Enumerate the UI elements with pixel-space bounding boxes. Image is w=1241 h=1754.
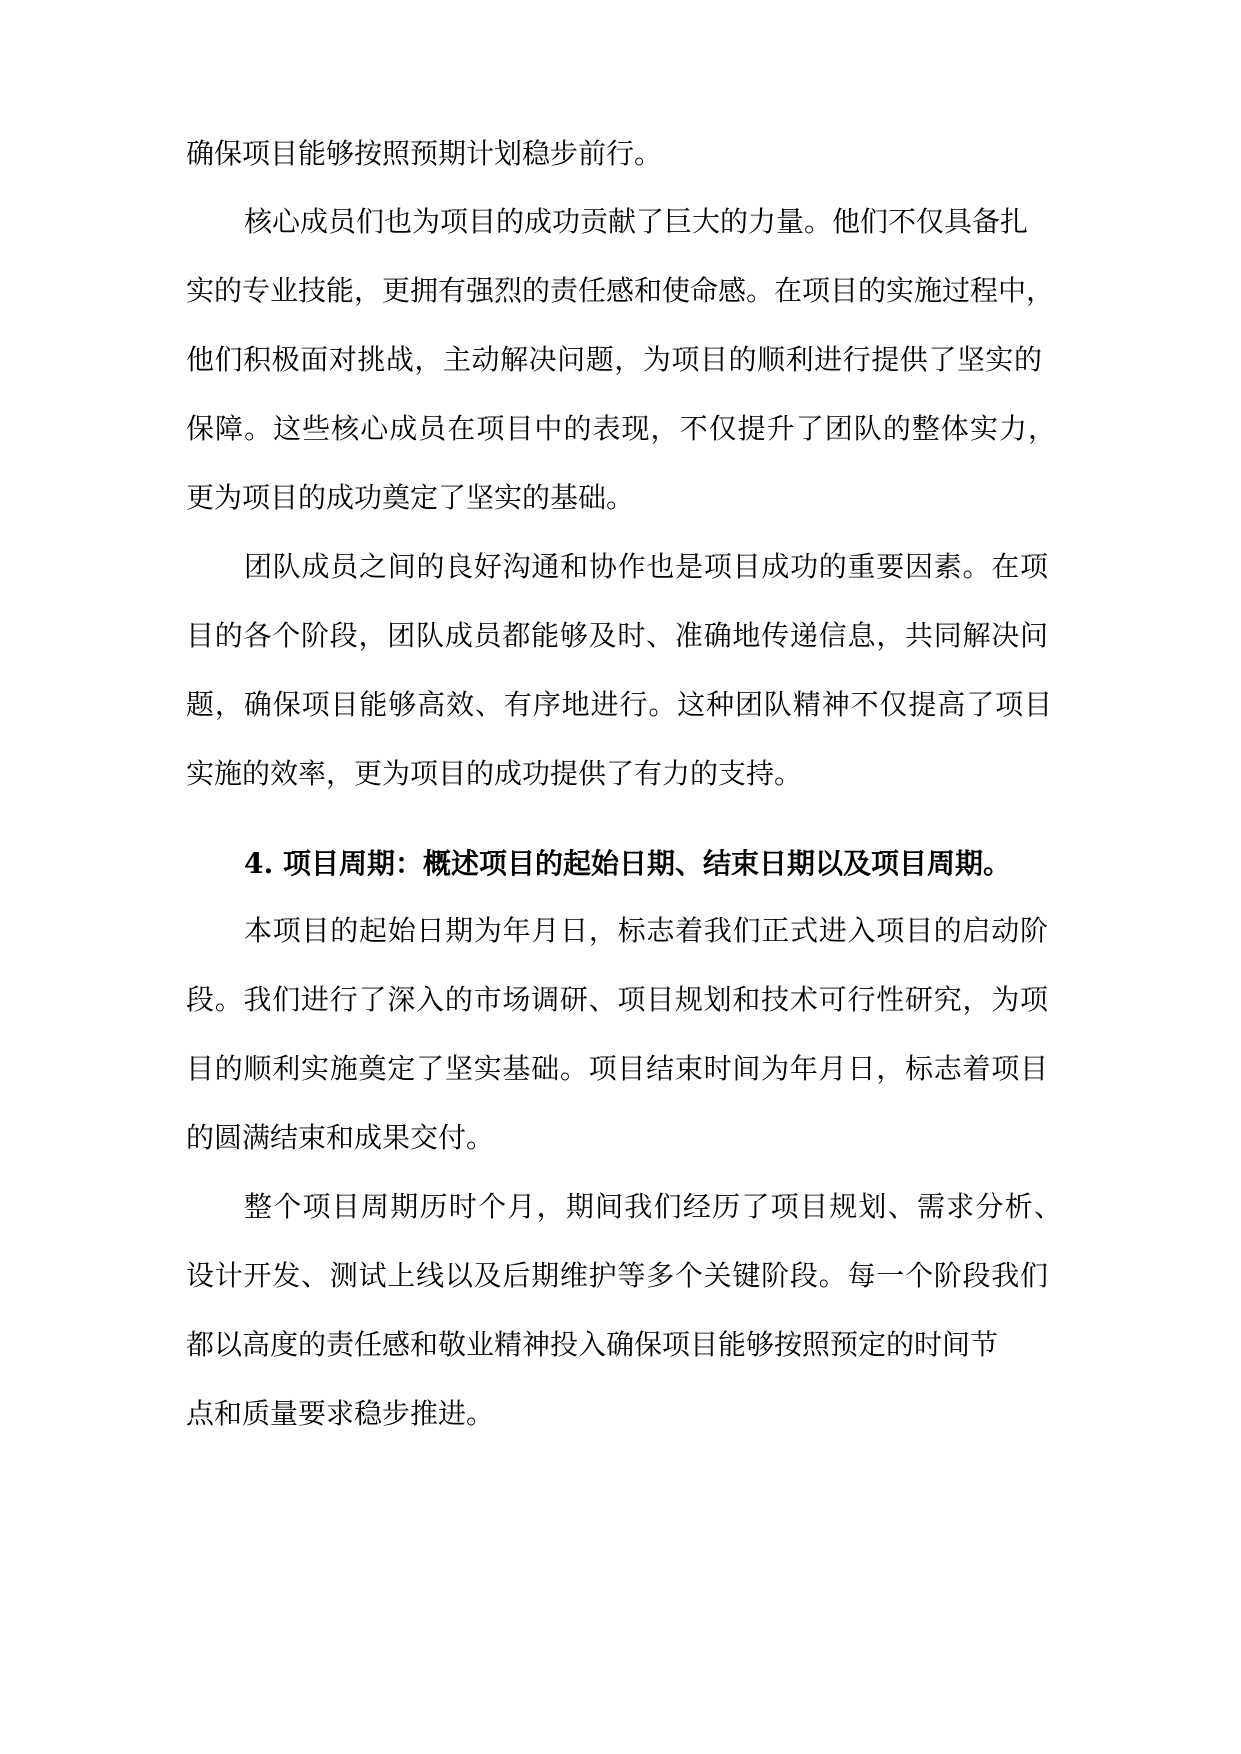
paragraph-line: 段。我们进行了深入的市场调研、项目规划和技术可行性研究，为项 [186, 983, 1048, 1016]
paragraph-line: 实施的效率，更为项目的成功提供了有力的支持。 [186, 757, 803, 790]
paragraph-line: 团队成员之间的良好沟通和协作也是项目成功的重要因素。在项 [244, 550, 1048, 583]
section-heading: 4. 项目周期：概述项目的起始日期、结束日期以及项目周期。 [244, 847, 1011, 880]
paragraph-line: 核心成员们也为项目的成功贡献了巨大的力量。他们不仅具备扎 [244, 205, 1029, 238]
paragraph-line: 整个项目周期历时个月，期间我们经历了项目规划、需求分析、 [244, 1190, 1062, 1223]
paragraph-line: 都以高度的责任感和敬业精神投入确保项目能够按照预定的时间节 [186, 1328, 999, 1361]
paragraph-line: 本项目的起始日期为年月日，标志着我们正式进入项目的启动阶 [244, 914, 1048, 947]
paragraph-line: 目的各个阶段，团队成员都能够及时、准确地传递信息，共同解决问 [186, 619, 1048, 652]
paragraph-line: 题，确保项目能够高效、有序地进行。这种团队精神不仅提高了项目 [186, 688, 1052, 721]
paragraph-line: 目的顺利实施奠定了坚实基础。项目结束时间为年月日，标志着项目 [186, 1052, 1048, 1085]
paragraph-line: 确保项目能够按照预期计划稳步前行。 [186, 137, 663, 170]
paragraph-line: 点和质量要求稳步推进。 [186, 1397, 495, 1430]
paragraph-line: 的圆满结束和成果交付。 [186, 1121, 495, 1154]
paragraph-line: 实的专业技能，更拥有强烈的责任感和使命感。在项目的实施过程中， [186, 274, 1055, 307]
paragraph-line: 设计开发、测试上线以及后期维护等多个关键阶段。每一个阶段我们 [186, 1259, 1048, 1292]
paragraph-line: 保障。这些核心成员在项目中的表现，不仅提升了团队的整体实力， [186, 412, 1056, 445]
paragraph-line: 更为项目的成功奠定了坚实的基础。 [186, 481, 635, 514]
paragraph-line: 他们积极面对挑战，主动解决问题，为项目的顺利进行提供了坚实的 [186, 343, 1042, 376]
